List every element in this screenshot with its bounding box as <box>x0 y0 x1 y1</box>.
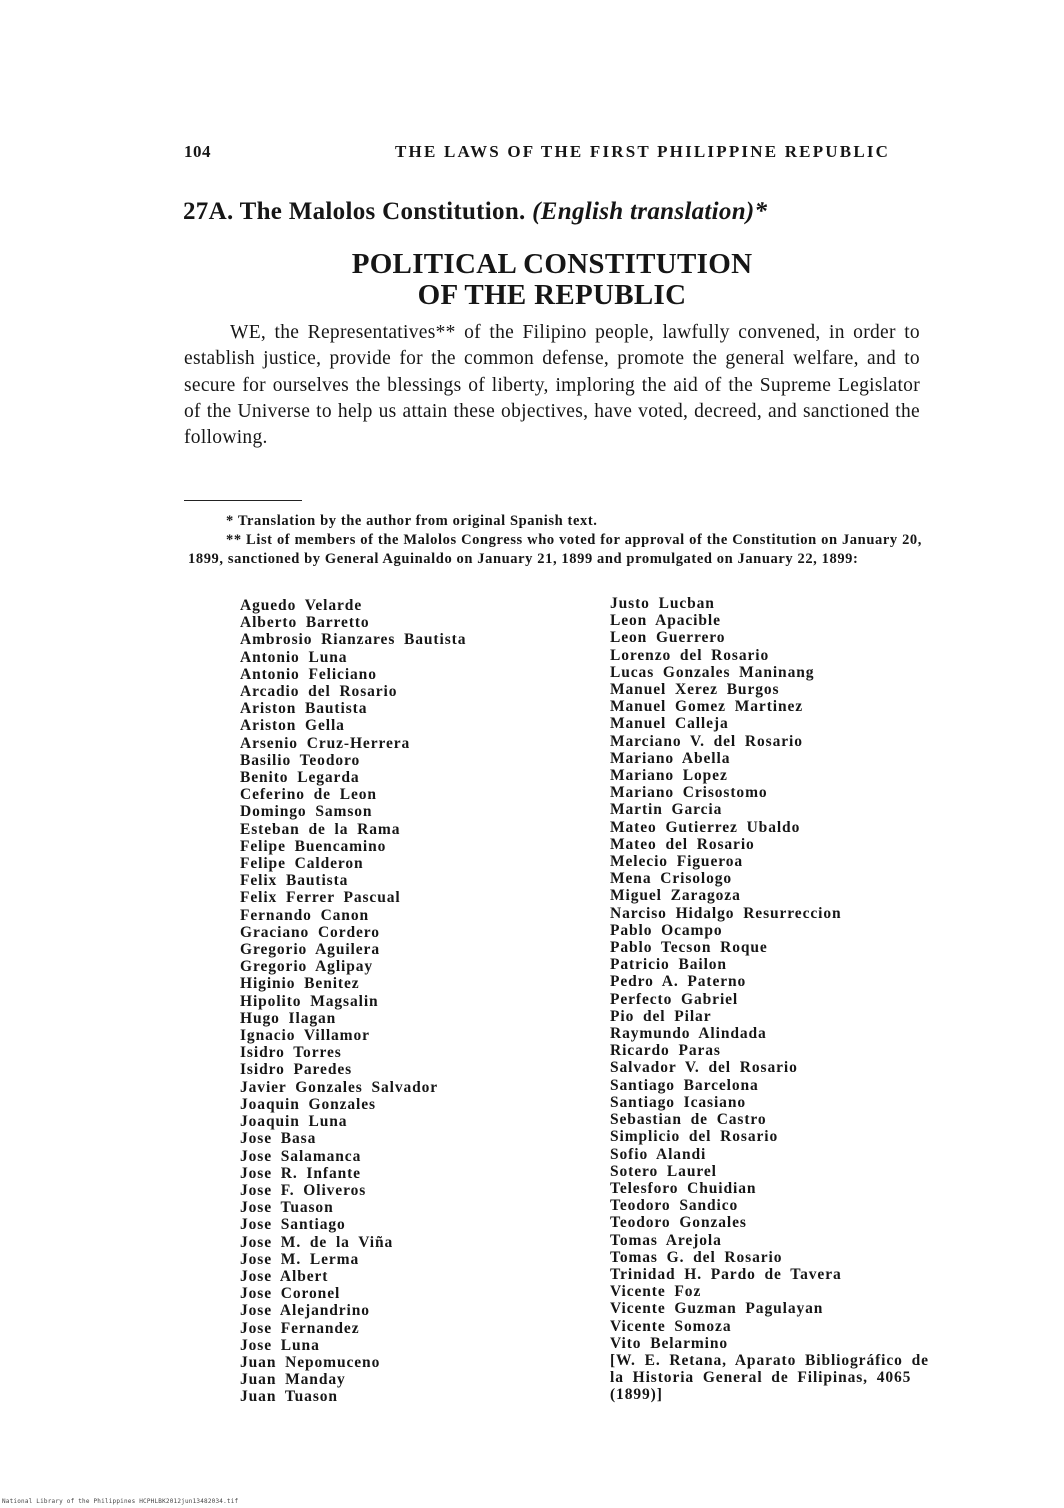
member-name: Manuel Xerez Burgos <box>610 681 780 699</box>
running-title: THE LAWS OF THE FIRST PHILIPPINE REPUBLIC <box>395 142 891 161</box>
member-name: Mariano Abella <box>610 749 731 767</box>
member-name: Ambrosio Rianzares Bautista <box>240 631 467 649</box>
member-name: Jose M. Lerma <box>240 1250 360 1268</box>
member-name: Pedro A. Paterno <box>610 973 747 991</box>
member-name: Miguel Zaragoza <box>610 887 741 905</box>
member-name: Juan Tuason <box>240 1388 338 1406</box>
member-name: Leon Guerrero <box>610 629 726 647</box>
member-name: Jose Tuason <box>240 1199 334 1217</box>
member-name: Jose M. de la Viña <box>240 1233 394 1251</box>
member-name: Tomas Arejola <box>610 1231 722 1249</box>
member-name: Narciso Hidalgo Resurreccion <box>610 904 842 922</box>
member-name: Santiago Icasiano <box>610 1093 747 1111</box>
member-name: Ariston Bautista <box>240 700 368 718</box>
member-name: Joaquin Luna <box>240 1113 348 1131</box>
member-name: Benito Legarda <box>240 769 360 787</box>
member-name: Patricio Bailon <box>610 956 727 974</box>
member-name: Lorenzo del Rosario <box>610 646 770 664</box>
member-name: Simplicio del Rosario <box>610 1128 779 1146</box>
member-name: Isidro Paredes <box>240 1061 353 1079</box>
member-name: Mariano Lopez <box>610 767 728 785</box>
member-name: Vito Belarmino <box>610 1334 729 1352</box>
member-name: Lucas Gonzales Maninang <box>610 663 815 681</box>
member-name: Perfecto Gabriel <box>610 990 739 1008</box>
member-name: Antonio Luna <box>240 648 348 666</box>
member-name: Felipe Buencamino <box>240 837 387 855</box>
member-name: Fernando Canon <box>240 906 369 924</box>
member-name: Teodoro Sandico <box>610 1197 739 1215</box>
member-name: Jose Albert <box>240 1267 329 1285</box>
member-name: Basilio Teodoro <box>240 751 361 769</box>
member-name: Vicente Somoza <box>610 1317 732 1335</box>
section-title: 27A. The Malolos Constitution. <box>183 198 526 225</box>
member-name: Pablo Ocampo <box>610 921 723 939</box>
member-name: Manuel Gomez Martinez <box>610 698 804 716</box>
member-name: Joaquin Gonzales <box>240 1095 376 1113</box>
member-name: Arcadio del Rosario <box>240 683 398 701</box>
member-name: Melecio Figueroa <box>610 853 744 871</box>
translation-note: (English translation)* <box>532 198 768 225</box>
member-name: Javier Gonzales Salvador <box>240 1078 439 1096</box>
member-name: Felix Bautista <box>240 872 349 890</box>
member-name: Ceferino de Leon <box>240 786 377 804</box>
member-name: Mena Crisologo <box>610 870 733 888</box>
section-heading <box>183 198 767 226</box>
member-name: Leon Apacible <box>610 612 721 630</box>
member-name: Higinio Benitez <box>240 975 360 993</box>
member-name: Alberto Barretto <box>240 614 370 632</box>
footnote-1: * Translation by the author from original Spanish text. <box>226 513 598 529</box>
member-name: Sofio Alandi <box>610 1145 707 1163</box>
member-name: Telesforo Chuidian <box>610 1179 757 1197</box>
member-name: Mateo Gutierrez Ubaldo <box>610 818 801 836</box>
member-name: Salvador V. del Rosario <box>610 1059 798 1077</box>
member-name: Mateo del Rosario <box>610 835 755 853</box>
member-name: Raymundo Alindada <box>610 1025 767 1043</box>
member-name: Justo Lucban <box>610 595 715 612</box>
member-name: Gregorio Aguilera <box>240 941 380 959</box>
footnote-2: ** List of members of the Malolos Congress who voted for approval of the Constitution on January 20, 1899, sanctioned by General Aguinaldo on January 21, 1899 and promulgated on January 22, 1899: <box>188 532 922 567</box>
member-name: Antonio Feliciano <box>240 665 377 683</box>
member-name: Gregorio Aglipay <box>240 958 374 976</box>
member-name: Jose Alejandrino <box>240 1302 370 1320</box>
member-name: Felix Ferrer Pascual <box>240 889 401 907</box>
scan-id: National Library of the Philippines HCPHLBK2012jun13482034.tif <box>2 1498 239 1505</box>
member-name: Isidro Torres <box>240 1044 342 1062</box>
member-name: Jose Coronel <box>240 1285 341 1303</box>
member-name: Juan Manday <box>240 1371 346 1389</box>
title-line-2: OF THE REPUBLIC <box>417 279 687 311</box>
member-name: Pio del Pilar <box>610 1007 712 1025</box>
title-line-1: POLITICAL CONSTITUTION <box>351 248 753 280</box>
members-column-2-list <box>610 595 950 1352</box>
preamble: WE, the Representatives** of the Filipino people, lawfully convened, in order to establish justice, provide for the common defense, promote the general welfare, and to secure for ourselves the blessings of liberty, imploring the aid of the Supreme Legislator of the Universe to help us attain these objectives, have voted, decreed, and sanctioned the following. <box>184 322 920 449</box>
member-name: Ricardo Paras <box>610 1042 721 1060</box>
member-name: Ignacio Villamor <box>240 1027 370 1045</box>
member-name: Jose Basa <box>240 1130 317 1148</box>
member-name: Tomas G. del Rosario <box>610 1248 783 1266</box>
member-name: Jose F. Oliveros <box>240 1181 367 1199</box>
member-name: Martin Garcia <box>610 801 723 819</box>
member-name: Hipolito Magsalin <box>240 992 379 1010</box>
member-name: Felipe Calderon <box>240 855 364 873</box>
member-name: Manuel Calleja <box>610 715 729 733</box>
member-name: Teodoro Gonzales <box>610 1214 747 1232</box>
member-name: Arsenio Cruz-Herrera <box>240 734 411 752</box>
member-name: Aguedo Velarde <box>240 597 363 614</box>
member-name: Sotero Laurel <box>610 1162 717 1180</box>
page-number: 104 <box>184 142 211 161</box>
member-name: Trinidad H. Pardo de Tavera <box>610 1265 842 1283</box>
citation: [W. E. Retana, Aparato Bibliográfico de la Historia General de Filipinas, 4065 (1899)] <box>610 1351 929 1404</box>
member-name: Sebastian de Castro <box>610 1111 767 1129</box>
member-name: Juan Nepomuceno <box>240 1353 381 1371</box>
member-name: Vicente Foz <box>610 1283 702 1301</box>
member-name: Domingo Samson <box>240 803 373 821</box>
members-column-2 <box>610 595 950 1404</box>
member-name: Jose Fernandez <box>240 1319 360 1337</box>
member-name: Santiago Barcelona <box>610 1076 759 1094</box>
member-name: Vicente Guzman Pagulayan <box>610 1300 824 1318</box>
footnote-rule <box>184 500 302 501</box>
member-name: Esteban de la Rama <box>240 820 401 838</box>
member-name: Mariano Crisostomo <box>610 784 768 802</box>
members-column-1 <box>240 597 570 1406</box>
member-name: Hugo Ilagan <box>240 1009 337 1027</box>
member-name: Ariston Gella <box>240 717 345 735</box>
member-name: Jose Salamanca <box>240 1147 362 1165</box>
member-name: Jose Luna <box>240 1336 320 1354</box>
member-name: Jose Santiago <box>240 1216 346 1234</box>
member-name: Jose R. Infante <box>240 1164 361 1182</box>
member-name: Graciano Cordero <box>240 923 380 941</box>
member-name: Pablo Tecson Roque <box>610 939 768 957</box>
member-name: Marciano V. del Rosario <box>610 732 803 750</box>
